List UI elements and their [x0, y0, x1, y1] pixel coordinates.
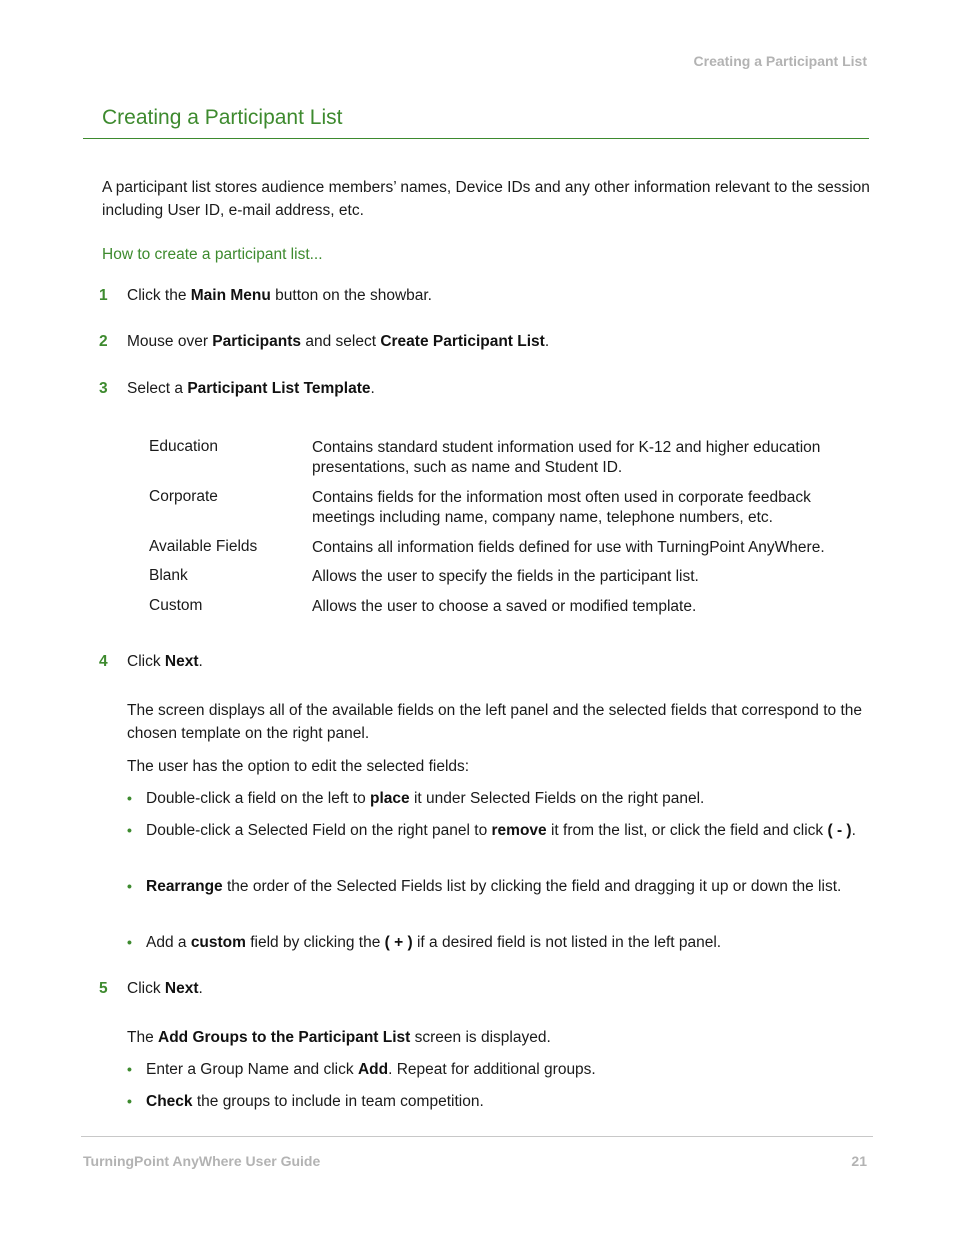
template-description: Contains standard student information used for K-12 and higher education presentations, such as name and Student ID.	[312, 439, 821, 476]
step5-paragraph: The Add Groups to the Participant List screen is displayed.	[127, 1029, 551, 1046]
template-term: Education	[149, 438, 218, 455]
intro-paragraph: A participant list stores audience members’ names, Device IDs and any other information relevant to the session including User ID, e-mail address, etc.	[102, 179, 870, 219]
bullet-icon: •	[127, 1061, 132, 1077]
bullet-item: Rearrange the order of the Selected Fields list by clicking the field and dragging it up or down the list.	[146, 878, 842, 895]
bullet-item: Enter a Group Name and click Add. Repeat for additional groups.	[146, 1061, 596, 1078]
template-description: Allows the user to choose a saved or modified template.	[312, 598, 697, 615]
footer-divider	[81, 1136, 873, 1137]
bullet-item: Double-click a field on the left to place it under Selected Fields on the right panel.	[146, 790, 705, 807]
step-number-2: 2	[99, 333, 108, 350]
bullet-item: Check the groups to include in team competition.	[146, 1093, 484, 1110]
bullet-icon: •	[127, 934, 132, 950]
step4-paragraph: The screen displays all of the available fields on the left panel and the selected fields that correspond to the chosen template on the right panel.	[127, 702, 862, 742]
step-number-4: 4	[99, 653, 108, 670]
step4-paragraph: The user has the option to edit the selected fields:	[127, 758, 470, 775]
step-text-2: Mouse over Participants and select Create Participant List.	[127, 333, 550, 350]
template-description: Contains fields for the information most often used in corporate feedback meetings including name, company name, telephone numbers, etc.	[312, 489, 811, 526]
step-text-1: Click the Main Menu button on the showbar.	[127, 287, 432, 304]
step-number-5: 5	[99, 980, 108, 997]
howto-heading: How to create a participant list...	[102, 246, 323, 263]
bullet-icon: •	[127, 790, 132, 806]
bullet-icon: •	[127, 878, 132, 894]
bullet-item: Add a custom field by clicking the ( + ) if a desired field is not listed in the left panel.	[146, 934, 722, 951]
step-number-3: 3	[99, 380, 108, 397]
template-description: Allows the user to specify the fields in the participant list.	[312, 568, 699, 585]
template-term: Available Fields	[149, 538, 258, 555]
bullet-icon: •	[127, 1093, 132, 1109]
template-term: Custom	[149, 597, 203, 614]
bullet-icon: •	[127, 822, 132, 838]
page-number: 21	[851, 1153, 867, 1169]
section-title: Creating a Participant List	[102, 106, 343, 129]
footer-guide-title: TurningPoint AnyWhere User Guide	[83, 1153, 321, 1169]
running-header: Creating a Participant List	[693, 53, 867, 69]
step-number-1: 1	[99, 287, 108, 304]
template-term: Blank	[149, 567, 188, 584]
template-term: Corporate	[149, 488, 218, 505]
bullet-item: Double-click a Selected Field on the right panel to remove it from the list, or click the field and click ( - ).	[146, 822, 856, 839]
title-divider	[83, 138, 869, 139]
template-description: Contains all information fields defined for use with TurningPoint AnyWhere.	[312, 539, 825, 556]
step-text-4: Click Next.	[127, 653, 203, 670]
step-text-5: Click Next.	[127, 980, 203, 997]
step-text-3: Select a Participant List Template.	[127, 380, 375, 397]
